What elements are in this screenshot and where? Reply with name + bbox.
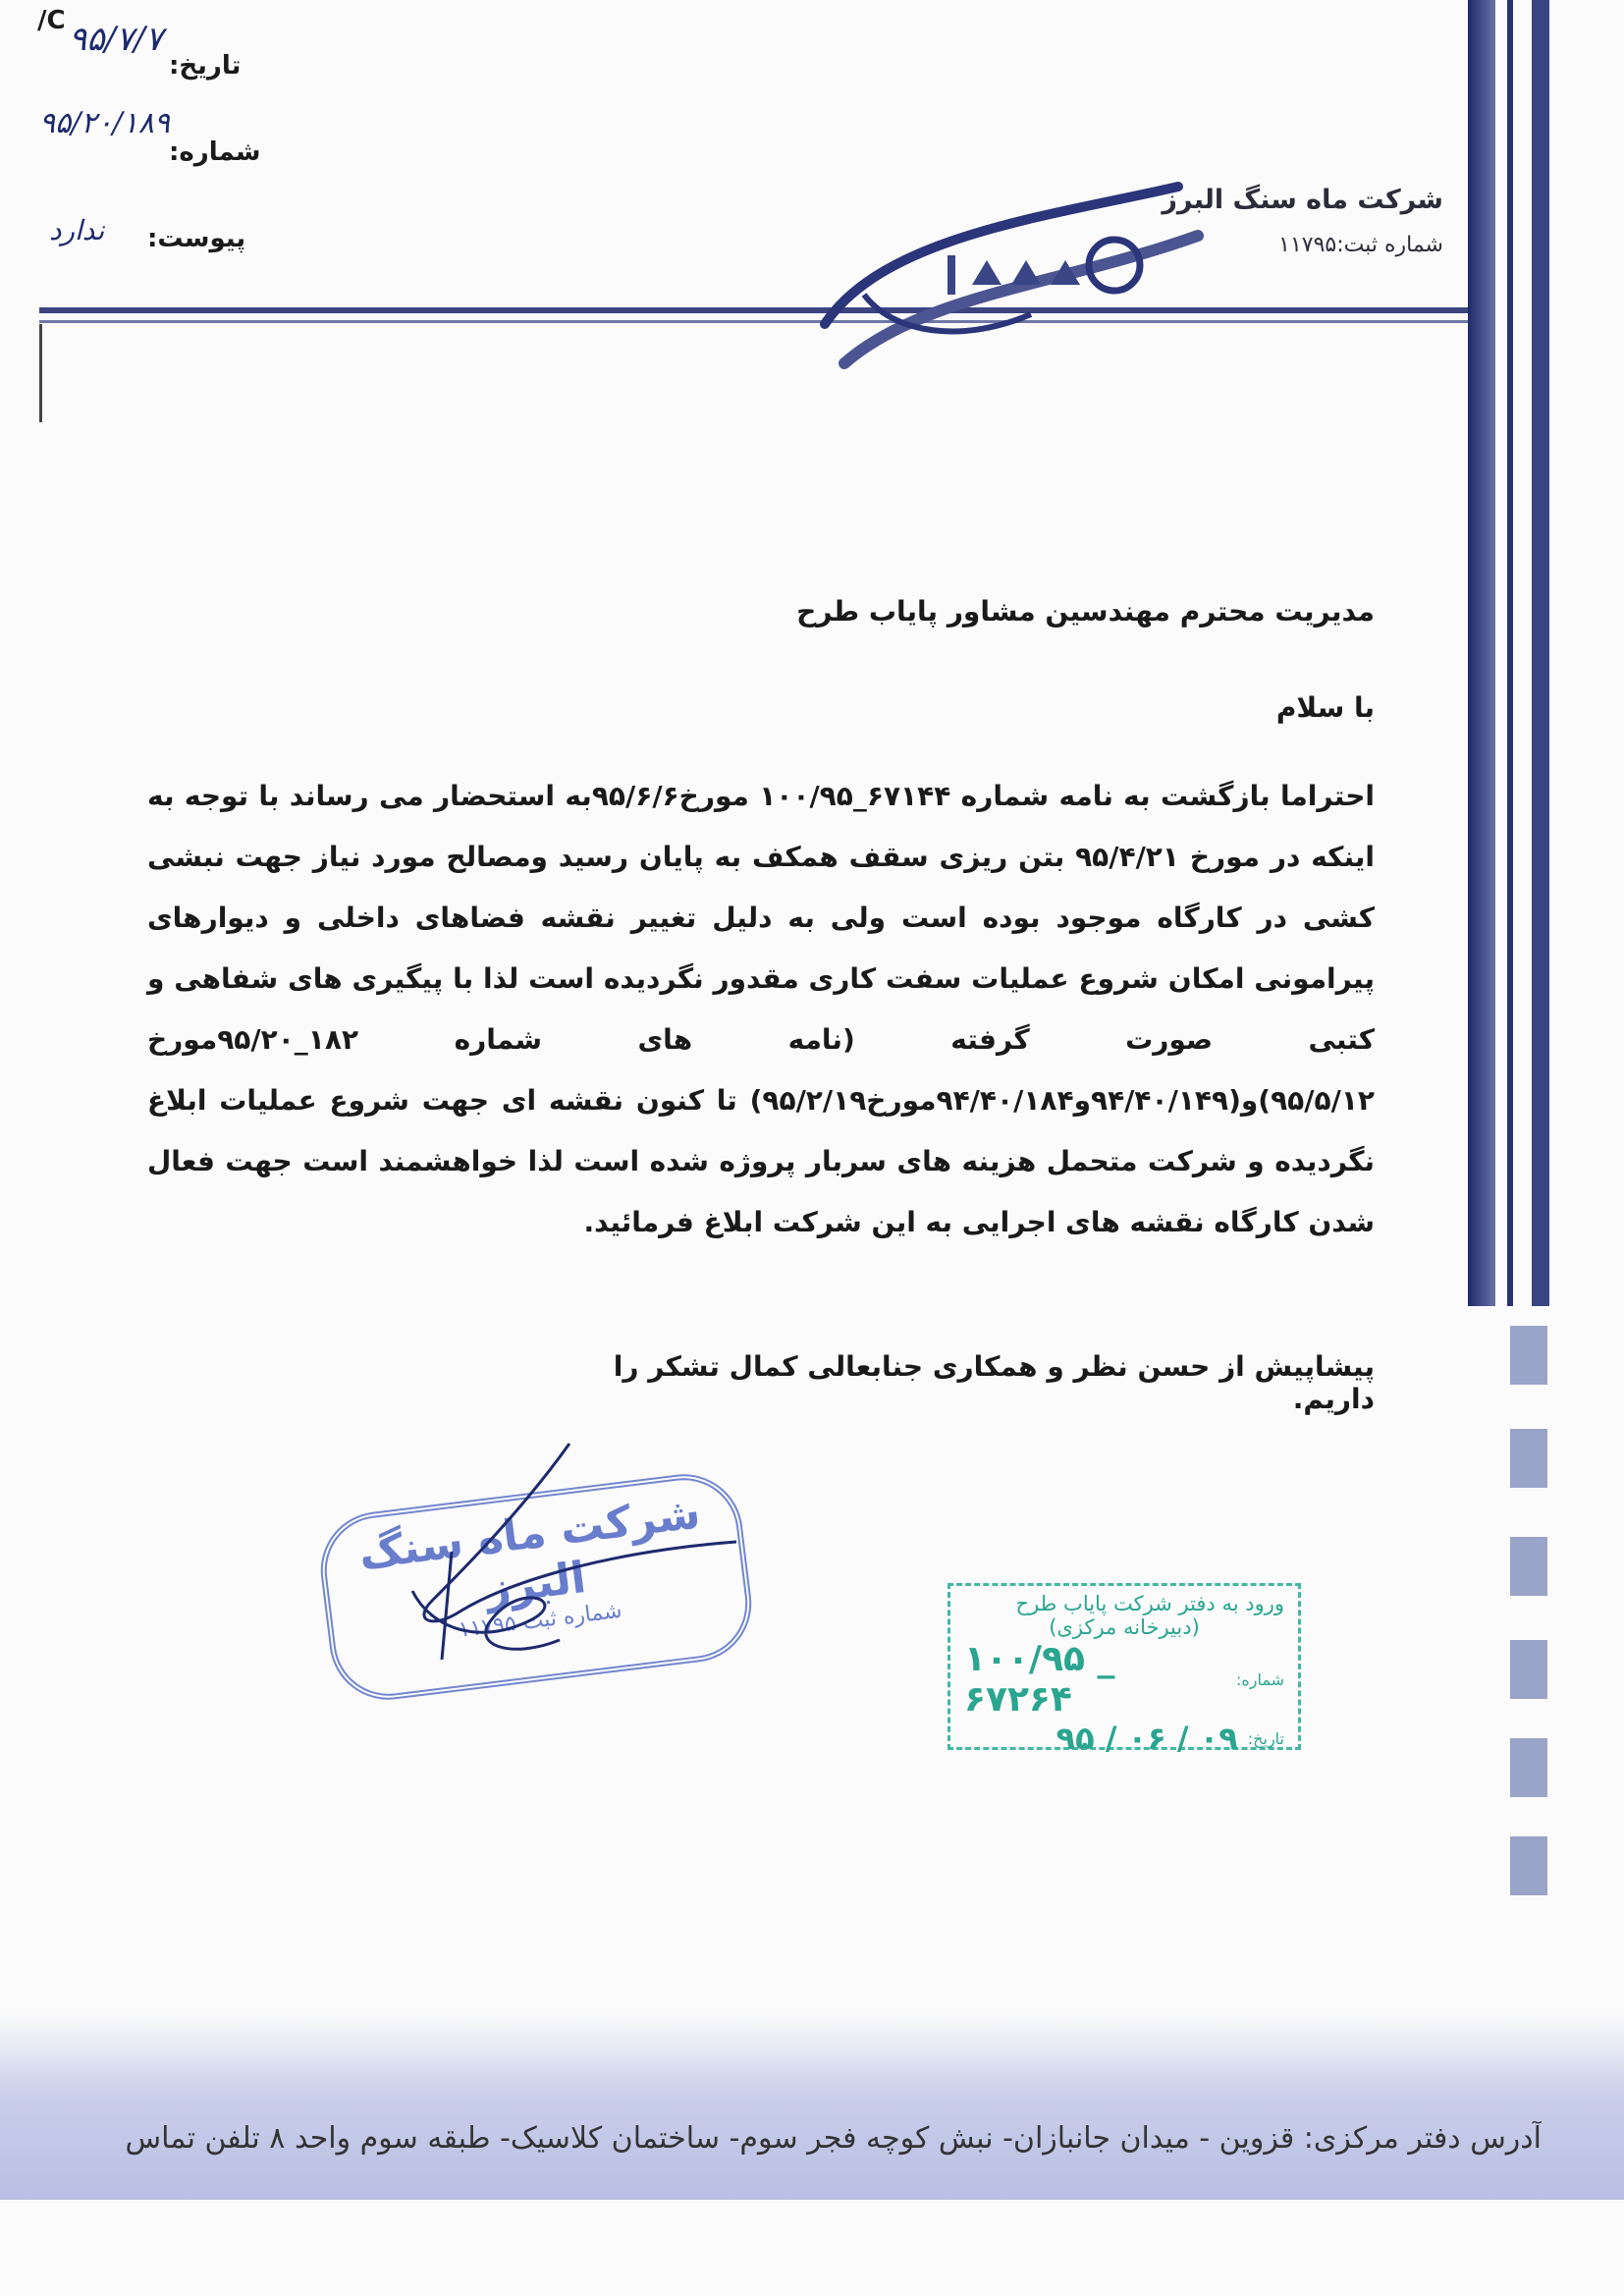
company-name: شرکت ماه سنگ البرز	[1162, 185, 1443, 215]
corner-mark: /C	[37, 6, 66, 35]
date-value: ۹۵/۷/۷	[69, 20, 163, 59]
header-rule-bottom	[39, 320, 1492, 323]
deco-block	[1510, 1640, 1547, 1699]
letter-body: احتراما بازگشت به نامه شماره ۶۷۱۴۴_۱۰۰/۹۵ مورخ۹۵/۶/۶به استحضار می رساند با توجه به اینکه در مورخ ۹۵/۴/۲۱ بتن ریزی سقف همکف به پایان رسید ومصالح مورد نیاز جهت نبشی کشی در کارگاه موجود بوده است ولی به دلیل تغییر نقشه فضاهای داخلی و دیوارهای پیرامونی امکان شروع عملیات سفت کاری مقدور نگردیده است لذا با پیگیری های شفاهی و کتبی صورت گرفته (نامه های شماره ۱۸۲_۹۵/۲۰مورخ ۹۵/۵/۱۲)و(۹۴/۴۰/۱۴۹و۹۴/۴۰/۱۸۴مورخ۹۵/۲/۱۹) تا کنون نقشه ای جهت شروع عملیات ابلاغ نگردیده و شرکت متحمل هزینه های سربار پروژه شده است لذا خواهشمند است جهت فعال شدن کارگاه نقشه های اجرایی به این شرکت ابلاغ فرمائید.	[147, 780, 1376, 1238]
company-stamp-subtitle: شماره ثبت ۱۱۷۹۵	[457, 1598, 623, 1643]
received-stamp-line2: (دبیرخانه مرکزی)	[1049, 1615, 1200, 1639]
recipient-line: مدیریت محترم مهندسین مشاور پایاب طرح	[796, 595, 1375, 628]
received-number-value: ۱۰۰/۹۵ _ ۶۷۲۶۴	[964, 1639, 1115, 1720]
closing-line: پیشاپیش از حسن نظر و همکاری جنابعالی کمال تشکر را داریم.	[613, 1350, 1375, 1415]
received-date-value: ۹۵ / ۰۶ / ۰۹	[1056, 1720, 1238, 1757]
attachment-label: پیوست:	[147, 224, 246, 253]
left-edge-line	[39, 324, 42, 422]
footer-band	[0, 2013, 1624, 2200]
company-header	[1110, 185, 1443, 257]
received-date-label: تاریخ:	[1247, 1728, 1284, 1748]
received-stamp-line1: ورود به دفتر شرکت پایاب طرح	[1015, 1592, 1284, 1615]
right-band	[1468, 0, 1495, 1306]
footer-address: آدرس دفتر مرکزی: قزوین - میدان جانبازان- نبش کوچه فجر سوم- ساختمان کلاسیک- طبقه سوم واحد ۸ تلفن تماس	[125, 2121, 1542, 2156]
right-band-thin	[1507, 0, 1513, 1306]
right-band-outer	[1532, 0, 1549, 1306]
deco-block	[1510, 1537, 1547, 1596]
date-label: تاریخ:	[169, 51, 242, 81]
deco-block	[1510, 1836, 1547, 1895]
received-number-label: شماره:	[1235, 1669, 1284, 1689]
company-stamp-title: شرکت ماه سنگ البرز	[355, 1488, 703, 1615]
number-value: ۹۵/۲۰/۱۸۹	[39, 106, 171, 140]
received-stamp	[947, 1583, 1301, 1757]
number-label: شماره:	[169, 137, 261, 167]
deco-block	[1510, 1326, 1547, 1385]
attachment-value: ندارد	[49, 214, 105, 246]
deco-block	[1510, 1738, 1547, 1797]
header-rule-top	[39, 307, 1492, 313]
deco-block	[1510, 1429, 1547, 1488]
signature	[373, 1434, 785, 1689]
company-registration: شماره ثبت:۱۱۷۹۵	[1278, 233, 1443, 257]
greeting-line: با سلام	[1275, 691, 1375, 724]
